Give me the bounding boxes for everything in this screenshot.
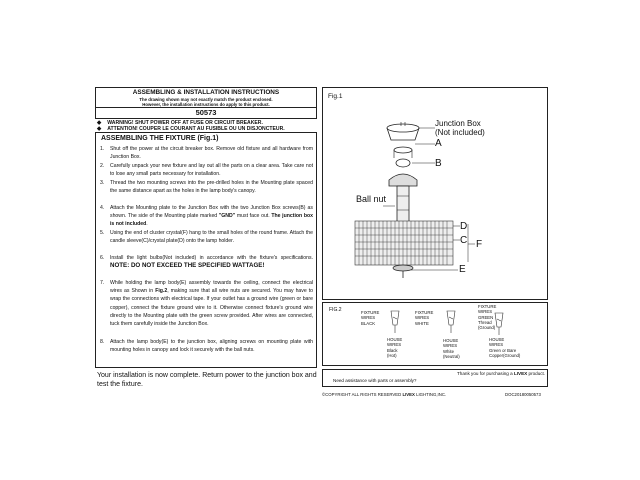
instruction-header <box>95 87 317 119</box>
diamond-bullet-icon: ◆ <box>97 120 102 126</box>
thank-you-box <box>322 369 548 387</box>
step-1: 1. Shut off the power at the circuit breaker box. Remove old fixture and all hardware from Junction Box. <box>100 146 313 161</box>
figure-1-label: Fig.1 <box>328 93 343 100</box>
step-5: 5. Using the end of cluster crystal(F) hang to the small holes of the round frame. Attach the candle sleeve(C)/crystal plate(D) onto the lamp holder. <box>100 230 313 245</box>
part-c-label: C <box>460 235 468 246</box>
warning-english: ◆ WARNING! SHUT POWER OFF AT FUSE OR CIRCUIT BREAKER. <box>97 120 263 126</box>
step-7: 7. While holding the lamp body(E) assembly towards the ceiling, connect the electrical wires as Shown in Fig.2, making sure that all wire nuts are secured. You may have to wrap the connections with electrical tape. If your outlet has a ground wire (green or bare copper), connect the fixture ground wire to it. Otherwise connect fixture's ground wire directly to the Mounting plate with the green screw provided. After wires are connected, tuck them carefully inside the Junction Box. <box>100 280 314 328</box>
figure-2-panel <box>322 302 548 366</box>
header-disclaimer-1: The drawing shown may not exactly match the product enclosed. <box>139 97 273 102</box>
fixture-wires-white: FIXTURE WIRES WHITE <box>415 310 434 326</box>
diamond-bullet-icon: ◆ <box>97 126 102 132</box>
completion-note: Your installation is now complete. Return power to the junction box and test the fixture. <box>97 372 317 388</box>
document-id: DOC20180050573 <box>505 392 541 397</box>
header-disclaimer-2: However, the installation instructions do apply to this product. <box>142 102 270 107</box>
assembly-steps-panel <box>95 132 317 368</box>
assistance-line: Need assistance with parts or assembly? <box>333 378 417 383</box>
step-3: 3. Thread the two mounting screws into the pre-drilled holes in the Mounting plate spaced the same distance apart as the holes in the lamp body's canopy. <box>100 180 313 195</box>
header-title: ASSEMBLING & INSTALLATION INSTRUCTIONS <box>132 89 280 96</box>
brand-name: LIVEX <box>513 371 528 376</box>
copyright-notice: ©COPYRIGHT ALL RIGHTS RESERVED LIVEX LIGHTING,INC. <box>322 392 447 397</box>
part-b-label: B <box>435 158 442 169</box>
ball-nut-label: Ball nut <box>356 194 387 204</box>
figure-2-label: FIG.2 <box>329 307 342 313</box>
house-wires-black: HOUSE WIRES Black (Hot) <box>387 337 403 358</box>
house-wires-ground: HOUSE WIRES Green or Bare Copper(Ground) <box>489 337 521 358</box>
step-4: 4. Attach the Mounting plate to the Junction Box with the two Junction Box screws(B) as shown. The side of the Mounting plate marked "GND" must face out. The junction box is not included. <box>100 205 313 228</box>
steps-title: ASSEMBLING THE FIXTURE (Fig.1) <box>101 135 219 142</box>
warning-french: ◆ ATTENTION! COUPER LE COURANT AU FUSIBLE OU UN DISJONCTEUR. <box>97 126 285 132</box>
part-d-label: D <box>460 221 468 232</box>
part-e-label: E <box>459 264 466 275</box>
not-included-label: (Not included) <box>435 128 485 137</box>
model-number: 50573 <box>195 108 217 117</box>
step-8: 8. Attach the lamp body(E) to the junction box, aligning screws on mounting plate with mounting holes in canopy and lock it securely with the ball nuts. <box>100 339 313 354</box>
step-6: 6. Install the light bulbs(Not included) in accordance with the fixture's specifications. NOTE: DO NOT EXCEED THE SPECIFIED WATTAGE! <box>100 255 313 270</box>
fixture-wires-green: FIXTURE WIRES GREEN Thread (Ground) <box>478 304 497 331</box>
figure-1-panel <box>322 87 548 300</box>
step-2: 2. Carefully unpack your new fixture and lay out all the parts on a clear area. Take care not to lose any small parts necessary for installation. <box>100 163 313 178</box>
house-wires-white: HOUSE WIRES White (Neutral) <box>443 338 460 359</box>
thank-you-line: Thank you for purchasing a LIVEX product. <box>457 371 546 376</box>
junction-box-label: Junction Box <box>435 119 481 128</box>
part-f-label: F <box>476 239 483 250</box>
part-a-label: A <box>435 138 442 149</box>
fixture-wires-black: FIXTURE WIRES BLACK <box>361 310 380 326</box>
